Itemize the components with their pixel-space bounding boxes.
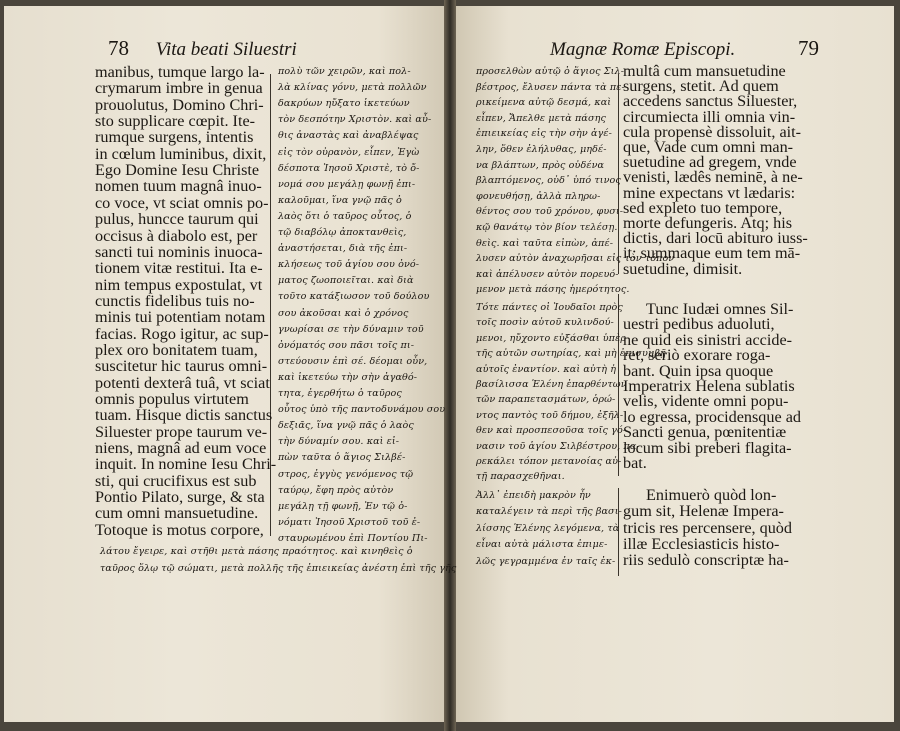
latin-text-line: potenti dexterâ tuâ, vt sciat [95, 373, 270, 392]
greek-text-line: ἐπιεικείας εἰς τὴν σὴν ἀγέ- [476, 128, 612, 140]
greek-text-line: μεγάλῃ τῇ φωνῇ, Ἐν τῷ ὀ- [278, 500, 408, 512]
latin-text-line: Sancti genua, pœnitentiæ [623, 423, 787, 442]
right-page-number: 79 [798, 36, 819, 60]
greek-text-line: ὀνόματός σου πᾶσι τοῖς πι- [278, 339, 415, 351]
greek-text-line: θέντος σου τοῦ χρόνου, φυσι- [476, 206, 624, 218]
greek-text-line: προσελθὼν αὐτῷ ὁ ἅγιος Σιλ- [476, 66, 625, 77]
greek-text-line: κῷ θανάτῳ τὸν βίον τελέσῃ. [476, 222, 618, 233]
greek-text-line: αὐτοῖς ἐναντίον. καὶ αὐτὴ ἡ [476, 363, 617, 375]
latin-text-line: nomen tuum magnâ inuo- [95, 177, 262, 196]
latin-text-line: sto supplicare cœpit. Ite- [95, 112, 256, 131]
greek-text-line: δακρύων ηὔξατο ἱκετεύων [278, 98, 410, 110]
latin-text-line: accedens sanctus Siluester, [623, 92, 798, 111]
greek-text-line: νομά σου μεγάλῃ φωνῇ ἐπι- [278, 178, 416, 190]
greek-text-line: βλαπτόμενος, οὐδ᾽ ὑπό τινος [476, 175, 621, 187]
greek-text-line: ἀναστήσεται, διὰ τῆς ἐπι- [278, 243, 408, 255]
greek-text-line: νασιν τοῦ ἁγίου Σιλβέστρου, πα- [476, 440, 640, 452]
greek-text-line: φονευθήσῃ, ἀλλὰ πληρω- [476, 190, 601, 202]
greek-text-line: δεξιᾶς, ἵνα γνῷ πᾶς ὁ λαὸς [278, 420, 414, 432]
latin-text-line: riis sedulò conscriptæ ha- [623, 551, 789, 570]
latin-text-line: tuam. Hisque dictis sanctus [95, 406, 273, 425]
latin-text-line: Imperatrix Helena sublatis [623, 377, 795, 395]
latin-text-line: crymarum imbre in genua [95, 79, 263, 98]
greek-text-line: ντος παντὸς τοῦ δήμου, ἐξῆλ- [476, 409, 624, 421]
left-page-header [108, 36, 297, 61]
latin-text-line: surgens, stetit. Ad quem [623, 77, 779, 96]
latin-text-line: manibus, tumque largo la- [95, 63, 265, 81]
greek-text-line: σου ἀκοῦσαι καὶ ὁ χρόνος [278, 307, 409, 319]
latin-text-line: co voce, vt sciat omnis po- [95, 193, 269, 212]
latin-text-line: bat. [623, 454, 647, 472]
greek-text-line: εἰς τὸν οὐρανὸν, εἶπεν, Ἐγὼ [278, 146, 420, 158]
latin-text-line: circumiecta illi omnia vin- [623, 107, 796, 126]
latin-text-line: Siluester prope taurum ve- [95, 422, 268, 441]
greek-text-line: τῇ παρασχεθῆναι. [476, 471, 565, 483]
latin-text-line: prouolutus, Domino Chri- [95, 95, 264, 114]
greek-text-line: λίσσης Ἑλένης λεγόμενα, τὰ [476, 522, 620, 534]
latin-text-line: inquit. In nomine Iesu Chri- [95, 455, 277, 474]
greek-text-line: λην, ὅθεν ἐλήλυθας, μηδέ- [476, 144, 607, 155]
greek-text-line: πολὺ τῶν χειρῶν, καὶ πολ- [278, 66, 411, 77]
latin-text-line: bant. Quin ipsa quoque [623, 361, 774, 380]
latin-text-line: omnis populus virtutem [95, 390, 249, 408]
greek-text-line: καὶ ἀπέλυσεν αὐτὸν πορευό- [476, 268, 619, 280]
greek-text-line: να βλάπτων, πρὸς οὐδένα [476, 159, 605, 171]
latin-text-line: suscitetur hic taurus omni- [95, 357, 268, 376]
greek-text-line: θις ἀναστὰς καὶ ἀναβλέψας [278, 130, 419, 142]
greek-text-line: βέστρος, ἔλυσεν πάντα τὰ πε- [476, 81, 625, 93]
greek-text-line: θεὶς. καὶ ταῦτα εἰπὼν, ἀπέ- [476, 237, 614, 249]
latin-text-line: cunctis fidelibus tuis no- [95, 291, 255, 310]
greek-text-line: στρος, ἐγγὺς γενόμενος τῷ [278, 468, 414, 480]
greek-text-line: ρικείμενα αὐτῷ δεσμά, καὶ [476, 97, 612, 109]
latin-text-line: sancti tui nominis inuoca- [95, 242, 263, 261]
greek-text-line: ματος ζωοποιεῖται. καὶ διὰ [278, 275, 414, 287]
greek-text-line: γνωρίσαι σε τὴν δύναμιν τοῦ [278, 323, 424, 335]
latin-text-line: locum sibi preberi flagita- [623, 438, 792, 457]
left-page-number: 78 [108, 36, 129, 60]
greek-text-line: καλοῦμαι, ἵνα γνῷ πᾶς ὁ [278, 194, 402, 206]
right-page-header [550, 36, 819, 61]
greek-text-line: εἶναι αὐτὰ μάλιστα ἐπιμε- [476, 539, 608, 551]
greek-text-line: λαὸς ὅτι ὁ ταῦρος οὗτος, ὁ [278, 210, 412, 222]
latin-text-line: plex oro bonitatem tuam, [95, 340, 258, 359]
greek-text-line: δέσποτα Ἰησοῦ Χριστὲ, τὸ ὄ- [278, 162, 420, 174]
latin-text-line: pulus, huncce taurum qui [95, 210, 259, 229]
greek-text-line: μενοι, ηὔχοντο εὐξάσθαι ὑπὲρ [476, 332, 627, 344]
latin-text-line: it; summaque eum tem mā- [623, 244, 801, 263]
greek-text-line: πὼν ταῦτα ὁ ἅγιος Σιλβέ- [278, 452, 406, 464]
latin-text-line: Enimuerò quòd lon- [646, 486, 777, 504]
latin-text-line: occisus à diabolo est, per [95, 226, 258, 245]
greek-text-line: τὴν δύναμίν σου. καὶ εἰ- [278, 436, 400, 448]
latin-text-line: que, Vade cum omni man- [623, 138, 794, 156]
greek-text-line: ταῦρος ὅλῳ τῷ σώματι, μετὰ πολλῆς τῆς ἐπιεικείας ἀνέστη ἐπὶ τῆς γῆς [100, 563, 457, 574]
greek-text-line: σταυρωμένου ἐπὶ Ποντίου Πι- [278, 532, 428, 544]
latin-text-line: Ego Domine Iesu Christe [95, 161, 260, 180]
latin-text-line: niens, magnâ ad eum voce [95, 439, 267, 458]
latin-text-line: velis, vidente omni popu- [623, 392, 789, 411]
book-gutter [444, 0, 456, 731]
latin-text-line: ret, seriò exorare roga- [623, 346, 771, 365]
greek-text-line: ρεκάλει τόπον μετανοίας αὐ- [476, 456, 622, 467]
latin-text-line: Totoque is motus corpore, [95, 520, 264, 539]
right-column-rule-top [618, 74, 619, 274]
latin-text-line: illæ Ecclesiasticis histo- [623, 534, 780, 553]
latin-text-line: cum omni mansuetudine. [95, 504, 259, 523]
latin-text-line: sed expleto tuo tempore, [623, 198, 783, 217]
latin-text-line: dictis, dari locū abituro iuss- [623, 229, 808, 248]
greek-text-line: μενον μετὰ πάσης ἡμερότητος. [476, 284, 630, 296]
greek-text-line: λυσεν αὐτὸν ἀναχωρῆσαι εἰς τὸν τόπον [476, 253, 675, 265]
latin-text-line: Pontio Pilato, surge, & sta [95, 488, 265, 507]
greek-text-line: βασίλισσα Ἑλένη ἐπαρθέντων [476, 379, 627, 390]
greek-text-line: τῷ διαβόλῳ ἀποκτανθεὶς, [278, 227, 407, 238]
greek-text-line: κλήσεως τοῦ ἁγίου σου ὀνό- [278, 259, 420, 271]
latin-text-line: lo egressa, procidensque ad [623, 407, 801, 426]
greek-text-line: καταλέγειν τὰ περὶ τῆς βασι- [476, 506, 622, 518]
latin-text-line: gum sit, Helenæ Impera- [623, 502, 784, 521]
greek-text-line: Τότε πάντες οἱ Ἰουδαῖοι πρὸς [476, 302, 623, 313]
latin-text-line: minis tui potentiam notam [95, 308, 266, 327]
greek-text-line: τοῖς ποσὶν αὐτοῦ κυλινδού- [476, 317, 614, 329]
latin-text-line: sti, qui crucifixus est sub [95, 471, 257, 490]
greek-text-line: Ἀλλ᾽ ἐπειδὴ μακρὸν ἦν [476, 490, 591, 501]
greek-text-line: τὸν δεσπότην Χριστὸν. καὶ αὖ- [278, 114, 432, 126]
greek-text-line: λῶς γεγραμμένα ἐν ταῖς ἐκ- [476, 555, 616, 567]
left-running-title: Vita beati Siluestri [155, 39, 297, 60]
greek-text-line: στεύουσιν ἐπὶ σέ. δέομαι οὖν, [278, 355, 428, 367]
greek-text-line: τῶν παραπετασμάτων, ὁρώ- [476, 394, 616, 406]
latin-text-line: suetudine ad gregem, vnde [623, 153, 797, 172]
latin-text-line: suetudine, dimisit. [623, 259, 743, 278]
latin-text-line: tionem vitæ restitui. Ita e- [95, 259, 263, 278]
greek-text-line: εἶπεν, Ἄπελθε μετὰ πάσης [476, 112, 606, 124]
greek-text-line: τοῦτο κατάξιωσον τοῦ δούλου [278, 291, 430, 303]
greek-text-line: νόματι Ἰησοῦ Χριστοῦ τοῦ ἐ- [278, 516, 421, 528]
greek-text-line: λὰ κλίνας γόνυ, μετὰ πολλῶν [278, 82, 427, 94]
latin-text-line: cula propensè dissoluit, ait- [623, 122, 802, 141]
greek-text-line: τῆς αὐτῶν σωτηρίας, καὶ μὴ ἐπισυμβῇ [476, 348, 666, 360]
latin-text-line: mine expectans vt lædaris: [623, 183, 796, 202]
greek-text-line: καὶ ἱκετεύω τὴν σὴν ἀγαθό- [278, 371, 418, 383]
greek-text-line: λάτου ἔγειρε, καὶ στῆθι μετὰ πάσης πραότητος. καὶ κινηθεὶς ὁ [100, 546, 413, 557]
latin-text-line: tricis res percensere, quòd [623, 518, 792, 537]
greek-text-line: θεν καὶ προσπεσοῦσα τοῖς γό- [476, 425, 627, 437]
latin-text-line: venisti, lædês neminē, à ne- [623, 168, 803, 187]
latin-text-line: Tunc Iudæi omnes Sil- [646, 300, 794, 318]
latin-text-line: nim tempus expostulat, vt [95, 275, 263, 294]
latin-text-line: rumque surgens, intentis [95, 128, 254, 147]
latin-text-line: morte defungeris. Atq; his [623, 214, 793, 232]
latin-text-line: uestri pedibus aduoluti, [623, 315, 775, 334]
greek-text-line: ταύρῳ, ἔφη πρὸς αὐτὸν [278, 484, 394, 496]
right-running-title: Magnæ Romæ Episcopi. [550, 39, 736, 60]
latin-text-line: multâ cum mansuetudine [623, 62, 786, 80]
latin-text-line: facias. Rogo igitur, ac sup- [95, 324, 269, 343]
greek-text-line: οὗτος ὑπὸ τῆς παντοδυνάμου σου [278, 404, 446, 416]
greek-text-line: τητα, ἐγερθήτω ὁ ταῦρος [278, 388, 402, 399]
latin-text-line: ne quid eis sinistri accide- [623, 330, 793, 349]
latin-text-line: in cœlum luminibus, dixit, [95, 144, 267, 163]
